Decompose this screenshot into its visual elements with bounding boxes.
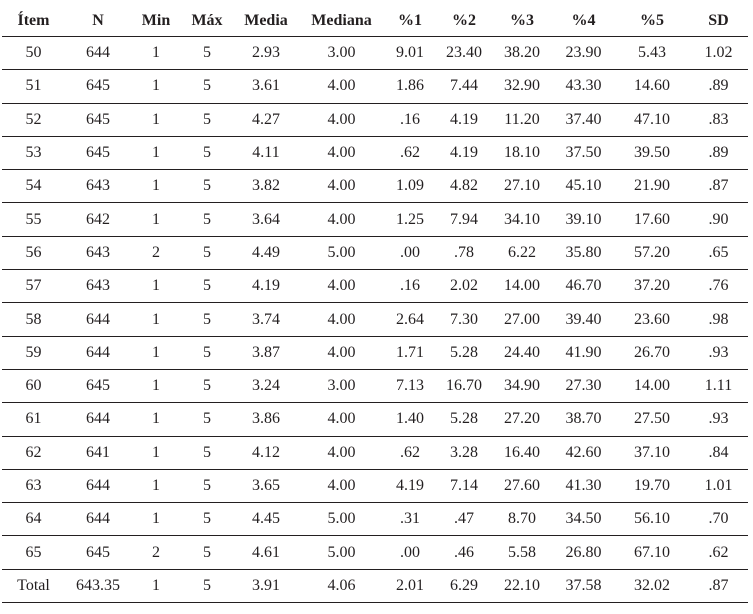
cell-mean: 2.93	[233, 37, 299, 70]
cell-sd: .89	[689, 70, 748, 103]
cell-item: 50	[2, 37, 65, 70]
cell-pct2: 3.28	[436, 436, 492, 469]
cell-pct3: 27.10	[492, 170, 552, 203]
cell-max: 5	[181, 203, 233, 236]
cell-item: 59	[2, 336, 65, 369]
cell-item: 62	[2, 436, 65, 469]
cell-item: 56	[2, 236, 65, 269]
table-row	[2, 403, 748, 436]
cell-sd: 1.02	[689, 37, 748, 70]
cell-pct3: 34.90	[492, 369, 552, 402]
cell-item: 65	[2, 536, 65, 569]
cell-sd: .76	[689, 270, 748, 303]
cell-mean: 3.74	[233, 303, 299, 336]
cell-n: 644	[65, 469, 131, 502]
total-max: 5	[181, 569, 233, 602]
cell-pct3: 6.22	[492, 236, 552, 269]
cell-item: 60	[2, 369, 65, 402]
cell-median: 4.00	[299, 170, 384, 203]
cell-median: 4.00	[299, 303, 384, 336]
cell-min: 1	[131, 369, 181, 402]
cell-mean: 3.87	[233, 336, 299, 369]
cell-pct5: 21.90	[615, 170, 689, 203]
cell-pct1: 1.25	[384, 203, 436, 236]
cell-pct5: 14.00	[615, 369, 689, 402]
cell-min: 1	[131, 270, 181, 303]
cell-min: 1	[131, 503, 181, 536]
cell-max: 5	[181, 469, 233, 502]
cell-pct5: 47.10	[615, 103, 689, 136]
total-pct2: 6.29	[436, 569, 492, 602]
cell-max: 5	[181, 336, 233, 369]
header-pct1: %1	[384, 6, 436, 37]
cell-pct4: 42.60	[552, 436, 615, 469]
cell-mean: 3.61	[233, 70, 299, 103]
table-row	[2, 270, 748, 303]
cell-pct1: 1.71	[384, 336, 436, 369]
cell-pct2: 5.28	[436, 336, 492, 369]
cell-item: 53	[2, 136, 65, 169]
cell-min: 1	[131, 403, 181, 436]
cell-sd: .65	[689, 236, 748, 269]
table-row	[2, 37, 748, 70]
table-row	[2, 503, 748, 536]
cell-mean: 4.11	[233, 136, 299, 169]
cell-pct4: 39.10	[552, 203, 615, 236]
cell-sd: .93	[689, 336, 748, 369]
cell-sd: .90	[689, 203, 748, 236]
total-item: Total	[2, 569, 65, 602]
cell-pct1: 1.09	[384, 170, 436, 203]
table-row	[2, 336, 748, 369]
cell-mean: 4.61	[233, 536, 299, 569]
cell-pct2: 4.82	[436, 170, 492, 203]
cell-n: 645	[65, 369, 131, 402]
cell-min: 1	[131, 436, 181, 469]
cell-n: 643	[65, 270, 131, 303]
cell-max: 5	[181, 37, 233, 70]
header-mean: Media	[233, 6, 299, 37]
cell-pct1: 2.64	[384, 303, 436, 336]
cell-pct4: 27.30	[552, 369, 615, 402]
total-n: 643.35	[65, 569, 131, 602]
total-min: 1	[131, 569, 181, 602]
cell-item: 64	[2, 503, 65, 536]
header-median: Mediana	[299, 6, 384, 37]
cell-min: 1	[131, 336, 181, 369]
cell-max: 5	[181, 303, 233, 336]
cell-mean: 3.64	[233, 203, 299, 236]
cell-pct5: 39.50	[615, 136, 689, 169]
cell-sd: .93	[689, 403, 748, 436]
cell-pct4: 45.10	[552, 170, 615, 203]
cell-mean: 3.82	[233, 170, 299, 203]
cell-sd: .89	[689, 136, 748, 169]
header-pct2: %2	[436, 6, 492, 37]
cell-sd: .83	[689, 103, 748, 136]
cell-n: 641	[65, 436, 131, 469]
cell-pct2: .46	[436, 536, 492, 569]
header-min: Min	[131, 6, 181, 37]
cell-n: 644	[65, 336, 131, 369]
cell-pct1: 1.86	[384, 70, 436, 103]
cell-pct2: 5.28	[436, 403, 492, 436]
cell-item: 63	[2, 469, 65, 502]
cell-pct4: 38.70	[552, 403, 615, 436]
cell-median: 4.00	[299, 403, 384, 436]
cell-max: 5	[181, 503, 233, 536]
cell-pct1: .62	[384, 136, 436, 169]
cell-pct5: 26.70	[615, 336, 689, 369]
cell-pct4: 37.50	[552, 136, 615, 169]
cell-item: 57	[2, 270, 65, 303]
cell-mean: 3.65	[233, 469, 299, 502]
cell-mean: 4.49	[233, 236, 299, 269]
cell-min: 2	[131, 236, 181, 269]
total-median: 4.06	[299, 569, 384, 602]
cell-n: 644	[65, 303, 131, 336]
cell-pct3: 24.40	[492, 336, 552, 369]
cell-pct1: .00	[384, 236, 436, 269]
cell-pct2: .47	[436, 503, 492, 536]
cell-pct2: 23.40	[436, 37, 492, 70]
header-pct4: %4	[552, 6, 615, 37]
cell-max: 5	[181, 170, 233, 203]
cell-n: 643	[65, 170, 131, 203]
total-pct1: 2.01	[384, 569, 436, 602]
header-row	[2, 6, 748, 37]
total-pct5: 32.02	[615, 569, 689, 602]
cell-mean: 3.86	[233, 403, 299, 436]
table-row	[2, 303, 748, 336]
cell-sd: .70	[689, 503, 748, 536]
cell-pct2: 2.02	[436, 270, 492, 303]
cell-n: 643	[65, 236, 131, 269]
cell-n: 644	[65, 37, 131, 70]
cell-n: 645	[65, 536, 131, 569]
cell-item: 55	[2, 203, 65, 236]
cell-median: 3.00	[299, 37, 384, 70]
item-statistics-table	[2, 6, 748, 603]
cell-pct4: 37.40	[552, 103, 615, 136]
cell-median: 4.00	[299, 469, 384, 502]
cell-mean: 4.27	[233, 103, 299, 136]
table-row	[2, 103, 748, 136]
cell-pct3: 27.60	[492, 469, 552, 502]
cell-pct3: 8.70	[492, 503, 552, 536]
cell-max: 5	[181, 403, 233, 436]
cell-pct5: 67.10	[615, 536, 689, 569]
cell-pct1: 7.13	[384, 369, 436, 402]
cell-sd: .87	[689, 170, 748, 203]
cell-pct4: 41.30	[552, 469, 615, 502]
cell-pct2: .78	[436, 236, 492, 269]
table-row	[2, 469, 748, 502]
cell-pct3: 32.90	[492, 70, 552, 103]
cell-n: 644	[65, 503, 131, 536]
cell-pct3: 18.10	[492, 136, 552, 169]
cell-min: 1	[131, 170, 181, 203]
table-row	[2, 136, 748, 169]
cell-pct4: 35.80	[552, 236, 615, 269]
table-row	[2, 70, 748, 103]
cell-median: 4.00	[299, 136, 384, 169]
cell-pct1: .16	[384, 270, 436, 303]
header-sd: SD	[689, 6, 748, 37]
cell-max: 5	[181, 136, 233, 169]
cell-sd: .84	[689, 436, 748, 469]
cell-max: 5	[181, 436, 233, 469]
cell-pct4: 43.30	[552, 70, 615, 103]
cell-n: 645	[65, 70, 131, 103]
cell-pct5: 23.60	[615, 303, 689, 336]
cell-sd: 1.01	[689, 469, 748, 502]
cell-pct1: 1.40	[384, 403, 436, 436]
cell-max: 5	[181, 103, 233, 136]
table-body	[2, 37, 748, 603]
cell-sd: 1.11	[689, 369, 748, 402]
cell-mean: 3.24	[233, 369, 299, 402]
cell-item: 54	[2, 170, 65, 203]
cell-median: 4.00	[299, 436, 384, 469]
cell-pct2: 7.14	[436, 469, 492, 502]
table-row	[2, 203, 748, 236]
cell-mean: 4.12	[233, 436, 299, 469]
table-row	[2, 536, 748, 569]
cell-min: 1	[131, 203, 181, 236]
cell-pct3: 11.20	[492, 103, 552, 136]
cell-pct3: 34.10	[492, 203, 552, 236]
cell-item: 52	[2, 103, 65, 136]
cell-pct1: .16	[384, 103, 436, 136]
cell-pct1: 9.01	[384, 37, 436, 70]
cell-item: 58	[2, 303, 65, 336]
cell-mean: 4.45	[233, 503, 299, 536]
cell-median: 4.00	[299, 70, 384, 103]
cell-pct3: 27.20	[492, 403, 552, 436]
cell-pct4: 46.70	[552, 270, 615, 303]
total-pct3: 22.10	[492, 569, 552, 602]
cell-max: 5	[181, 236, 233, 269]
cell-pct2: 7.30	[436, 303, 492, 336]
cell-min: 1	[131, 303, 181, 336]
cell-median: 4.00	[299, 336, 384, 369]
header-pct5: %5	[615, 6, 689, 37]
cell-pct4: 23.90	[552, 37, 615, 70]
cell-pct1: .31	[384, 503, 436, 536]
header-item: Ítem	[2, 6, 65, 37]
cell-n: 645	[65, 136, 131, 169]
table-row	[2, 436, 748, 469]
cell-min: 2	[131, 536, 181, 569]
cell-pct2: 7.94	[436, 203, 492, 236]
cell-pct5: 56.10	[615, 503, 689, 536]
cell-n: 642	[65, 203, 131, 236]
cell-pct4: 34.50	[552, 503, 615, 536]
total-mean: 3.91	[233, 569, 299, 602]
cell-pct2: 4.19	[436, 103, 492, 136]
cell-max: 5	[181, 270, 233, 303]
table-row	[2, 170, 748, 203]
cell-pct2: 4.19	[436, 136, 492, 169]
cell-median: 5.00	[299, 503, 384, 536]
cell-pct5: 37.10	[615, 436, 689, 469]
cell-median: 4.00	[299, 270, 384, 303]
cell-max: 5	[181, 536, 233, 569]
cell-min: 1	[131, 70, 181, 103]
cell-item: 61	[2, 403, 65, 436]
cell-pct3: 27.00	[492, 303, 552, 336]
cell-sd: .62	[689, 536, 748, 569]
cell-median: 5.00	[299, 536, 384, 569]
cell-pct1: .00	[384, 536, 436, 569]
cell-pct5: 5.43	[615, 37, 689, 70]
cell-pct4: 26.80	[552, 536, 615, 569]
cell-pct5: 17.60	[615, 203, 689, 236]
cell-max: 5	[181, 369, 233, 402]
cell-max: 5	[181, 70, 233, 103]
cell-median: 4.00	[299, 103, 384, 136]
total-pct4: 37.58	[552, 569, 615, 602]
cell-pct5: 19.70	[615, 469, 689, 502]
cell-pct3: 5.58	[492, 536, 552, 569]
cell-item: 51	[2, 70, 65, 103]
cell-sd: .98	[689, 303, 748, 336]
cell-min: 1	[131, 469, 181, 502]
cell-min: 1	[131, 136, 181, 169]
header-pct3: %3	[492, 6, 552, 37]
cell-n: 644	[65, 403, 131, 436]
cell-pct1: .62	[384, 436, 436, 469]
cell-pct5: 27.50	[615, 403, 689, 436]
table-row	[2, 236, 748, 269]
header-max: Máx	[181, 6, 233, 37]
cell-pct3: 16.40	[492, 436, 552, 469]
table-row	[2, 369, 748, 402]
cell-pct2: 7.44	[436, 70, 492, 103]
cell-mean: 4.19	[233, 270, 299, 303]
cell-pct5: 37.20	[615, 270, 689, 303]
total-sd: .87	[689, 569, 748, 602]
cell-pct3: 14.00	[492, 270, 552, 303]
cell-pct5: 57.20	[615, 236, 689, 269]
cell-pct4: 39.40	[552, 303, 615, 336]
cell-median: 3.00	[299, 369, 384, 402]
cell-pct3: 38.20	[492, 37, 552, 70]
cell-pct5: 14.60	[615, 70, 689, 103]
cell-min: 1	[131, 103, 181, 136]
cell-pct4: 41.90	[552, 336, 615, 369]
cell-pct2: 16.70	[436, 369, 492, 402]
cell-min: 1	[131, 37, 181, 70]
total-row	[2, 569, 748, 602]
cell-n: 645	[65, 103, 131, 136]
header-n: N	[65, 6, 131, 37]
cell-pct1: 4.19	[384, 469, 436, 502]
cell-median: 4.00	[299, 203, 384, 236]
cell-median: 5.00	[299, 236, 384, 269]
